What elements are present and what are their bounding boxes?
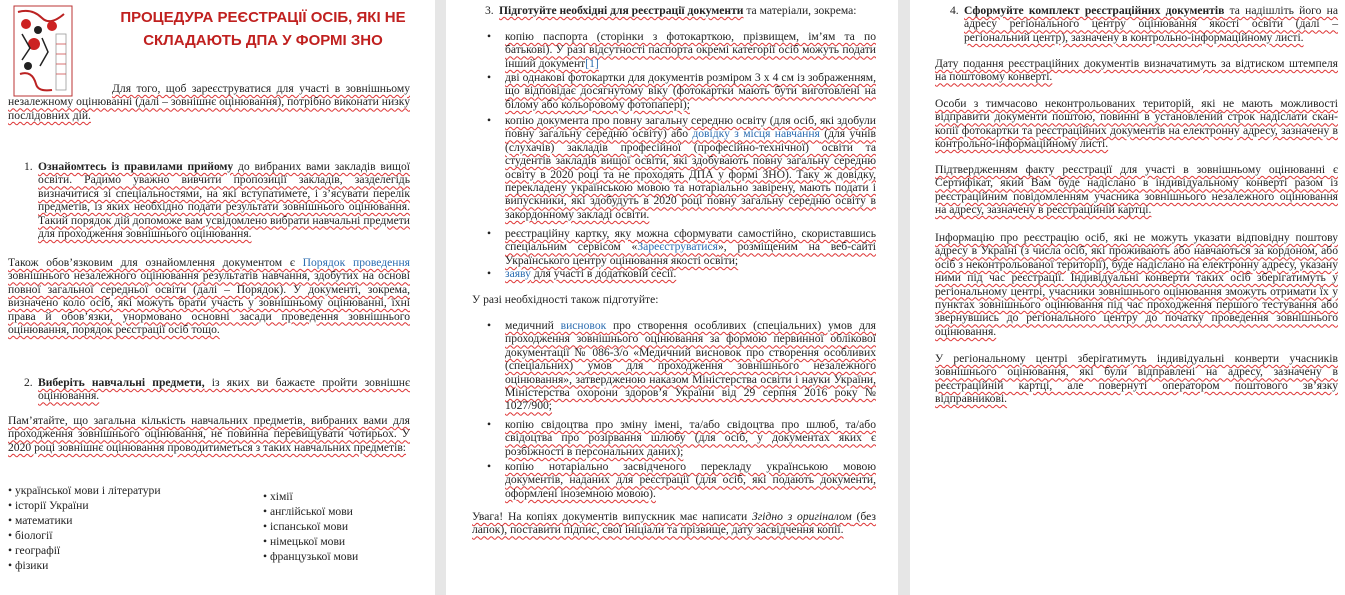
paragraph-returned: У регіональному центрі зберігатимуть індивідуальні конверти учасників зовнішнього оцінювання, які були відправлені на адресу, зазначену в реєстраційній картці, але повернуті оператором поштового зв’язку відправникові. [935,352,1338,406]
step-1: 1. Ознайомтесь із правилами прийому до вибраних вами закладів вищої освіти. Радимо уважно вивчити пропозиції закладів, зазделегідь визначитися зі спеціальностями, на які вступатимете, і з’ясувати перелік предметів, із яких необхідно подати результати зовнішнього оцінювання. Такий порядок дій допоможе вам усвідомлено вибрати навчальні предмети для проходження зовнішнього оцінювання. [24,160,410,241]
paragraph-certificate: Підтвердженням факту реєстрації для участі в зовнішньому оцінюванні є Сертифікат, який Вам буде надіслано в індивідуальному конверті разом із реєстраційним повідомленням учасника зовнішнього незалежного оцінювання на адресу, зазначену в реєстраційній картці. [935,163,1338,217]
bullet-link[interactable]: висновок [560,319,607,332]
step-2: 2. Виберіть навчальні предмети, із яких ви бажаєте пройти зовнішнє оцінювання. [24,376,410,403]
bullet-dot-icon: • [487,227,492,240]
bullet-dot-icon: • [487,71,492,84]
bullet-item: • дві однакові фотокартки для документів розміром 3 х 4 см із зображенням, що відповідає досягнутому віку (фотокартки мають бути виготовлені на білому або кольоровому фотопапері); [487,71,876,111]
subject-item: • української мови і літератури [8,484,161,497]
document-page-3 [910,0,1345,595]
paragraph-abroad: Інформацію про реєстрацію осіб, які не можуть указати відповідну поштову адресу в Україні (з числа осіб, які проживають або навчаються за кордоном, або осіб з неконтрольованої території), буде надіслано на електронну адресу, указану ними під час реєстрації. Індивідуальні конверти таких осіб зберігатимуть у регіональному центрі, учасники зовнішнього оцінювання зможуть отримати їх у пунктах зовнішнього оцінювання під час проходження першого тестування або звернувшись до регіонального центру до початку проведення зовнішнього оцінювання. [935,231,1338,338]
document-page-1 [0,0,435,595]
intro-paragraph: Для того, щоб зареєструватися для участі в зовнішньому незалежному оцінюванні (далі – зовнішнє оцінювання), потрібно виконати низку послідовних дій. [8,82,410,122]
procedure-paragraph: Також обов’язковим для ознайомлення документом є Порядок проведення зовнішнього незалежного оцінювання результатів навчання, здобутих на основі повної загальної середньої освіти (далі – Порядок). У документі, зокрема, визначено коло осіб, які можуть брати участь у зовнішньому оцінюванні, їхні права й обов’язки, унормовано основні засади проведення зовнішнього оцінювання, порядок реєстрації осіб тощо. [8,256,410,337]
bullet-item: • медичний висновок про створення особливих (спеціальних) умов для проходження зовнішнього оцінювання за формою первинної облікової документації № 086-3/о «Медичний висновок про створення особливих (спеціальних) умов для проходження зовнішнього незалежного оцінювання», затвердженою наказом Міністерства освіти і науки України, Міністерства охорони здоров’я України від 29 серпня 2016 року № 1027/900; [487,319,877,413]
subject-item: • хімії [263,490,293,503]
bullet-dot-icon: • [487,418,492,431]
subject-item: • фізики [8,559,49,572]
subject-item: • біології [8,529,53,542]
bullet-dot-icon: • [487,267,492,280]
bullet-item: • копію документа про повну загальну середню освіту (для осіб, які здобули повну загальну середню освіту) або довідку з місця навчання (для учнів (слухачів) закладів професійної (професійно-технічної) освіти та студентів закладів вищої освіти, які здобувають повну загальну середню освіту в 2020 році та не проходять ДПА у формі ЗНО). Таку ж довідку, перекладену українською мовою та нотаріально завірену, мають подати і випускники, які здобудуть в 2020 році повну загальну середню освіту в закордонному закладі освіти. [487,114,876,221]
step-4: 4. Сформуйте комплект реєстраційних документів та надішліть його на адресу регіонального центру оцінювання якості освіти (далі – регіональний центр), зазначену в контрольно-інформаційному листі. [950,4,1338,44]
procedure-link[interactable]: Порядок проведення [302,256,410,269]
subjects-left-column [8,483,161,573]
bullet-item: • реєстраційну картку, яку можна сформувати самостійно, скориставшись спеціальним сервісом «Зареєструватися», розміщеним на веб-сайті Українського центру оцінювання якості освіти; [487,227,876,267]
paragraph-uncontrolled: Особи з тимчасово неконтрольованих територій, які не мають можливості відправити документи поштою, повинні в установлений строк надіслати скан-копії фотокартки та реєстраційних документів на електронну адресу, зазначену в контрольно-інформаційному листі. [935,97,1338,151]
bullet-item: • заяву для участі в додатковій сесії. [487,267,677,280]
warning-paragraph: Увага! На копіях документів випускник має написати Згідно з оригіналом (без лапок), поставити підпис, свої ініціали та прізвище, дату засвідчення копії. [472,510,877,537]
bullet-item: • копію свідоцтва про зміну імені, та/або свідоцтва про шлюб, та/або свідоцтва про розірвання шлюбу (для осіб, у документах яких є розбіжності в персональних даних); [487,418,876,458]
bullet-dot-icon: • [487,319,492,332]
bullet-link[interactable]: заяву [505,267,531,280]
subject-item: • англійської мови [263,505,353,518]
bullet-link[interactable]: Зареєструватися [637,240,718,254]
page-title: ПРОЦЕДУРА РЕЄСТРАЦІЇ ОСІБ, ЯКІ НЕ СКЛАДАЮТЬ ДПА У ФОРМІ ЗНО [120,9,406,49]
subjects-right-column [263,489,358,564]
document-page-2 [446,0,898,595]
subject-item: • німецької мови [263,535,346,548]
bullet-dot-icon: • [487,460,492,473]
also-prepare-text: У разі необхідності також підготуйте: [472,293,659,306]
subject-item: • математики [8,514,73,527]
remember-paragraph: Пам’ятайте, що загальна кількість навчальних предметів, вибраних вами для проходження зовнішнього оцінювання, не повинна перевищувати чотирьох. У 2020 році зовнішнє оцінювання проводитиметься з таких навчальних предметів: [8,414,410,454]
bullet-link[interactable]: довідку з місця навчання [692,127,820,141]
bullet-item: • копію паспорта (сторінки з фотокарткою, прізвищем, ім’ям та по батькові). У разі відсутності паспорта окремі категорії осіб можуть подати інший документ[1] [487,30,876,70]
step-3: 3. Підготуйте необхідні для реєстрації документи та матеріали, зокрема: [485,4,857,17]
bullet-link[interactable]: [1] [585,56,599,70]
bullet-item: • копію нотаріально засвідченого перекладу українською мовою документів, наданих для реєстрації (для осіб, які подають документи, оформлені іноземною мовою). [487,460,876,500]
subject-item: • історії України [8,499,89,512]
paragraph-date: Дату подання реєстраційних документів визначатимуть за відтиском штемпеля на поштовому конверті. [935,57,1338,84]
subject-item: • іспанської мови [263,520,349,533]
subject-item: • географії [8,544,61,557]
subject-item: • французької мови [263,550,359,563]
bullet-dot-icon: • [487,30,492,43]
bullet-dot-icon: • [487,114,492,127]
